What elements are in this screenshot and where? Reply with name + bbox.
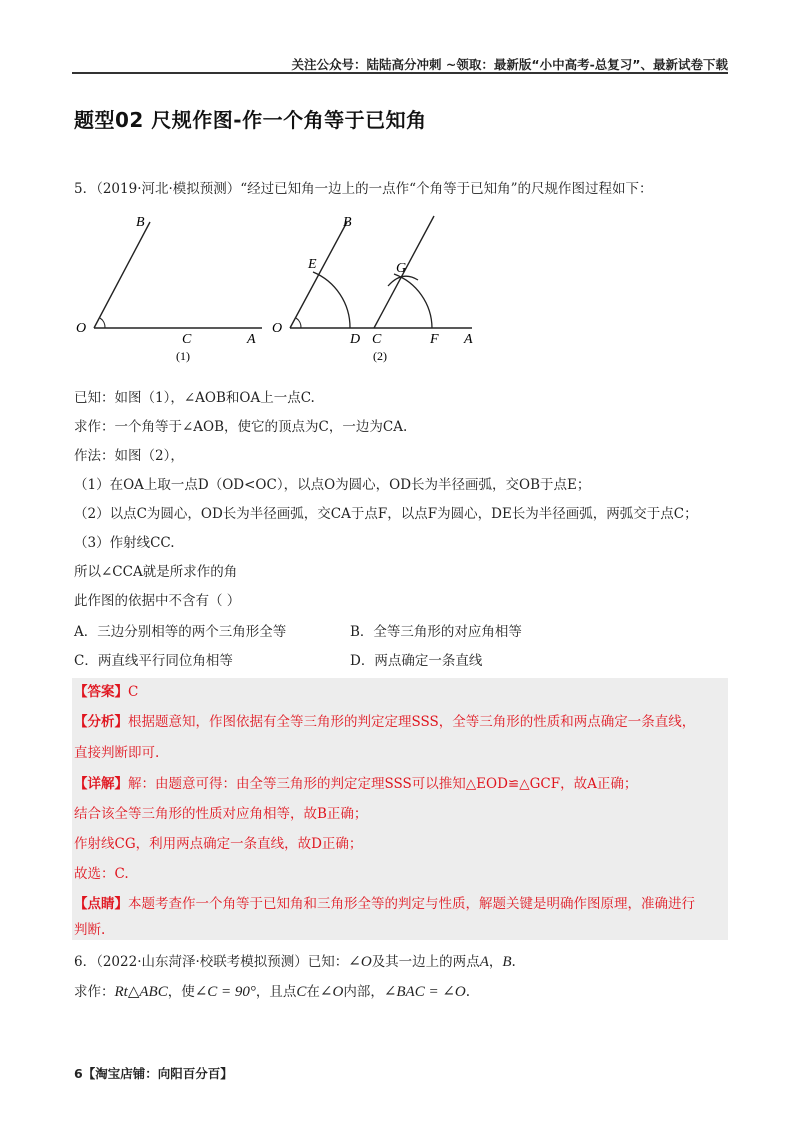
q6-task-math-5: ∠BAC = ∠O (383, 984, 466, 1000)
q6-stem-mid: 及其一边上的两点 (371, 954, 480, 970)
analysis-tag: 【分析】 (74, 714, 128, 730)
fig1-label-a: A (247, 332, 256, 347)
detail-line-3: 作射线CG，利用两点确定一条直线，故D正确； (74, 836, 363, 852)
fig2-label-d: D (350, 332, 361, 347)
comment-line-1 (74, 892, 695, 912)
q6-task-prefix: 求作： (74, 984, 115, 1000)
q6-task (74, 980, 470, 1001)
q5-conclusion: 所以∠CCA就是所求作的角 (74, 564, 238, 580)
fig2-label-c: C (372, 332, 382, 347)
analysis-line-1 (74, 710, 695, 730)
answer-value: C (128, 684, 139, 700)
detail-text-1: 解：由题意可得：由全等三角形的判定定理SSS可以推知△EOD≌△GCF，故A正确； (128, 776, 638, 792)
comment-line-2: 判断. (74, 922, 106, 938)
construction-figure (72, 208, 492, 368)
q5-question: 此作图的依据中不含有（ ） (74, 593, 241, 609)
detail-line-4: 故选：C. (74, 866, 129, 882)
section-title: 题型02 尺规作图-作一个角等于已知角 (74, 108, 427, 132)
fig1-label-b: B (136, 215, 145, 230)
q5-task: 求作：一个角等于∠AOB，使它的顶点为C，一边为CA. (74, 419, 408, 435)
q5-known: 已知：如图（1），∠AOB和OA上一点C. (74, 390, 315, 406)
header-note: 关注公众号：陆陆高分冲刺 ~领取：最新版“小中高考-总复习”、最新试卷下载 (291, 57, 728, 72)
analysis-line-2: 直接判断即可. (74, 745, 160, 761)
q6-stem-math-1: ∠O (348, 954, 372, 970)
fig1-ray-ob (94, 222, 150, 328)
header-divider (72, 72, 728, 74)
fig1-angle-mark (100, 318, 105, 328)
comment-text-1: 本题考查作一个角等于已知角和三角形全等的判定与性质，解题关键是明确作图原理，准确进行 (128, 896, 695, 912)
answer-line (74, 680, 138, 700)
detail-line-2: 结合该全等三角形的性质对应角相等，故B正确； (74, 806, 368, 822)
option-c: C．两直线平行同位角相等 (74, 653, 233, 669)
q6-task-mid-4: 内部， (343, 984, 384, 1000)
q5-step-1: （1）在OA上取一点D（OD<OC），以点O为圆心，OD长为半径画弧，交OB于点E； (74, 477, 591, 493)
fig2-arc-de (313, 272, 350, 328)
comment-tag: 【点睛】 (74, 896, 128, 912)
fig2-label-a: A (464, 332, 473, 347)
fig1-label-c: C (182, 332, 192, 347)
q6-stem (74, 950, 516, 971)
option-a: A．三边分别相等的两个三角形全等 (74, 624, 287, 640)
footer-shop: 6【淘宝店铺：向阳百分百】 (74, 1066, 233, 1081)
q6-stem-comma: ， (488, 954, 503, 970)
q6-task-mid-3: 在 (306, 984, 320, 1000)
option-b: B．全等三角形的对应角相等 (350, 624, 522, 640)
fig2-label-f: F (430, 332, 439, 347)
detail-tag: 【详解】 (74, 776, 128, 792)
q6-task-math-2: ∠C = 90° (194, 984, 256, 1000)
q5-step-3: （3）作射线CC. (74, 535, 175, 551)
fig2-angle-mark (296, 318, 301, 328)
fig2-label-g: G (396, 261, 407, 276)
q5-step-2: （2）以点C为圆心，OD长为半径画弧，交CA于点F，以点F为圆心，DE长为半径画弧，两弧交于点C； (74, 506, 698, 522)
figure-1 (76, 215, 262, 363)
q6-task-math-1: Rt△ABC (114, 984, 168, 1000)
answer-tag: 【答案】 (74, 684, 128, 700)
q6-task-math-3: C (296, 984, 307, 1000)
q5-stem: 5．（2019·河北·模拟预测）“经过已知角一边上的一点作“个角等于已知角”的尺规作图过程如下： (74, 181, 653, 197)
fig1-caption: (1) (176, 349, 190, 363)
fig1-label-o: O (76, 321, 87, 336)
fig2-label-e: E (308, 257, 317, 272)
option-d: D．两点确定一条直线 (350, 653, 483, 669)
q6-task-mid-1: ，使 (167, 984, 195, 1000)
fig2-caption: (2) (373, 349, 387, 363)
q6-stem-end: . (511, 954, 516, 970)
q6-task-mid-2: ，且点 (255, 984, 297, 1000)
detail-line-1 (74, 772, 637, 792)
q6-task-math-4: ∠O (319, 984, 344, 1000)
fig2-label-o: O (272, 321, 283, 336)
figure-2 (272, 215, 473, 363)
q5-method: 作法：如图（2）， (74, 448, 184, 464)
fig2-label-b: B (343, 215, 352, 230)
analysis-text-1: 根据题意知，作图依据有全等三角形的判定定理SSS，全等三角形的性质和两点确定一条直线， (128, 714, 696, 730)
fig2-arc-fg (394, 274, 432, 328)
q6-stem-math-3: B (502, 954, 512, 970)
q6-stem-prefix: 6．（2022·山东菏泽·校联考模拟预测）已知： (74, 954, 349, 970)
q6-stem-math-2: A (479, 954, 489, 970)
q6-task-end: . (465, 984, 471, 1000)
